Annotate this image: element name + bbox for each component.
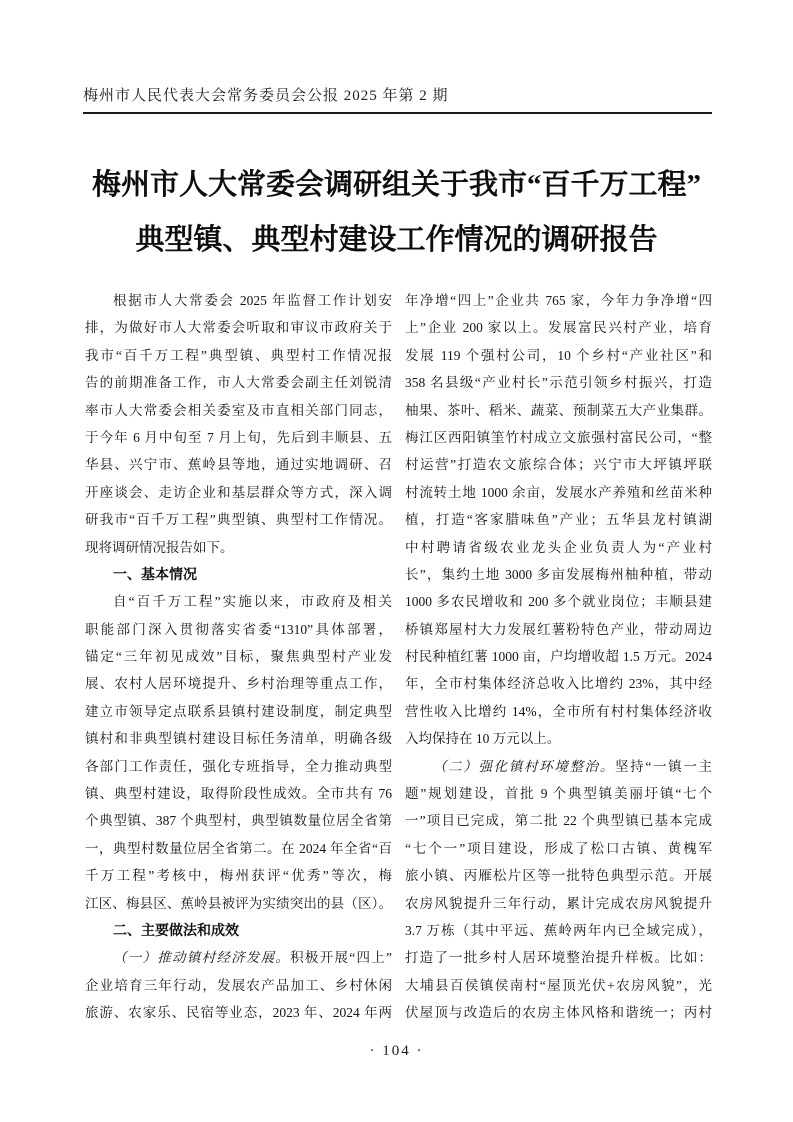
text-line: 村民种植红薯 1000 亩，户均增收超 1.5 万元。2024 [405,649,712,665]
body-columns [85,287,712,1027]
text-line: 建立市领导定点联系县镇村建设制度，制定典型 [85,703,392,719]
text-line: 镇村和非典型镇村建设目标任务清单，明确各级 [85,731,392,747]
text-line: 各部门工作责任，强化专班指导，全力推动典型 [85,758,392,774]
text-line: 华县、兴宁市、蕉岭县等地，通过实地调研、召 [85,457,392,473]
text-line: 村运营”打造农文旅综合体；兴宁市大坪镇坪联 [405,457,712,473]
text-segment: 坚持“一镇一主 [615,758,712,774]
text-line: 千万工程”考核中，梅州获评“优秀”等次，梅 [85,868,392,884]
section-heading: 一、基本情况 [113,565,197,582]
text-line: 根据市人大常委会 2025 年监督工作计划安 [113,293,392,308]
text-line: 告的前期准备工作，市人大常委会副主任刘锐清 [85,375,392,391]
text-line: 率市人大常委会相关委室及市直相关部门同志， [85,402,392,418]
text-line [85,944,392,971]
page-header [83,86,712,114]
text-line: 江区、梅县区、蕉岭县被评为实绩突出的县（区）。 [85,895,392,911]
text-line: 1000 多农民增收和 200 多个就业岗位；丰顺县建 [405,594,712,610]
text-line: 自“百千万工程”实施以来，市政府及相关 [113,594,392,610]
text-segment: 积极开展“四上” [290,950,392,966]
text-line: 上”企业 200 家以上。发展富民兴村产业，培育 [405,320,712,336]
text-line: 发展 119 个强村公司，10 个乡村“产业社区”和 [405,347,712,363]
text-line: 营性收入比增约 14%，全市所有村村集体经济收 [405,703,712,719]
text-line: 大埔县百侯镇侯南村“屋顶光伏+农房风貌”，光 [405,977,712,993]
right-column [405,287,712,1027]
text-line: 358 名县级“产业村长”示范引领乡村振兴，打造 [405,375,712,391]
text-line: 一”项目已完成，第二批 22 个典型镇已基本完成 [405,813,712,829]
text-line: 植，打造“客家腊味鱼”产业；五华县龙村镇湖 [405,512,712,528]
kaiti-lead-in: （一）推动镇村经济发展。 [113,950,291,966]
text-line: “七个一”项目建设，形成了松口古镇、黄槐军 [405,840,712,856]
text-line [405,753,712,780]
document-title [40,158,753,268]
text-line: 年，全市村集体经济总收入比增约 23%，其中经 [405,676,712,692]
text-line: 3.7 万栋（其中平远、蕉岭两年内已全域完成）， [405,922,712,938]
text-line: 旅小镇、丙雁松片区等一批特色典型示范。开展 [405,868,712,884]
text-line: 入均保持在 10 万元以上。 [405,731,561,747]
text-line: 镇、典型村建设，取得阶段性成效。全市共有 76 [85,786,392,802]
text-line: 现将调研情况报告如下。 [85,539,234,555]
text-line: 伏屋顶与改造后的农房主体风格和谐统一；丙村 [405,1005,712,1021]
text-line: 长”，集约土地 3000 多亩发展梅州柚种植，带动 [405,566,712,582]
text-line: 展、农村人居环境提升、乡村治理等重点工作， [85,676,392,692]
text-line: 柚果、茶叶、稻米、蔬菜、预制菜五大产业集群。 [405,402,712,418]
text-line: 研我市“百千万工程”典型镇、典型村工作情况。 [85,512,392,528]
text-line: 锚定“三年初见成效”目标，聚焦典型村产业发 [85,649,392,665]
text-line: 职能部门深入贯彻落实省委“1310”具体部署， [85,621,392,637]
text-line: 村流转土地 1000 余亩，发展水产养殖和丝苗米种 [405,484,712,500]
text-line: 开座谈会、走访企业和基层群众等方式，深入调 [85,484,392,500]
title-line-2: 典型镇、典型村建设工作情况的调研报告 [135,224,658,256]
text-line: 农房风貌提升三年行动，累计完成农房风貌提升 [405,895,712,911]
text-line: 桥镇郑屋村大力发展红薯粉特色产业，带动周边 [405,621,712,637]
text-line: 个典型镇、387 个典型村，典型镇数量位居全省第 [85,813,392,829]
text-line: 一，典型村数量位居全省第二。在 2024 年全省“百 [85,840,392,856]
title-line-1: 梅州市人大常委会调研组关于我市“百千万工程” [91,169,701,201]
text-line: 题”规划建设，首批 9 个典型镇美丽圩镇“七个 [405,786,712,802]
text-line: 年净增“四上”企业共 765 家，今年力争净增“四 [405,293,712,308]
text-line: 企业培育三年行动，发展农产品加工、乡村休闲 [85,977,392,993]
text-line: 排，为做好市人大常委会听取和审议市政府关于 [85,320,392,336]
text-line: 梅江区西阳镇筀竹村成立文旅强村富民公司，“整 [405,429,712,445]
text-line: 旅游、农家乐、民宿等业态，2023 年、2024 年两 [85,1005,392,1021]
text-line: 于今年 6 月中旬至 7 月上旬，先后到丰顺县、五 [85,429,392,445]
page-number: · 104 · [369,1043,424,1059]
journal-header-text: 梅州市人民代表大会常务委员会公报 2025 年第 2 期 [83,88,449,104]
kaiti-lead-in: （二）强化镇村环境整治。 [433,758,615,774]
text-line: 我市“百千万工程”典型镇、典型村工作情况报 [85,347,392,363]
left-column [85,287,392,1027]
text-line: 打造了一批乡村人居环境整治提升样板。比如： [405,950,712,966]
section-heading: 二、主要做法和成效 [113,921,239,938]
text-line: 中村聘请省级农业龙头企业负责人为“产业村 [405,539,712,555]
page-footer [0,1042,793,1060]
